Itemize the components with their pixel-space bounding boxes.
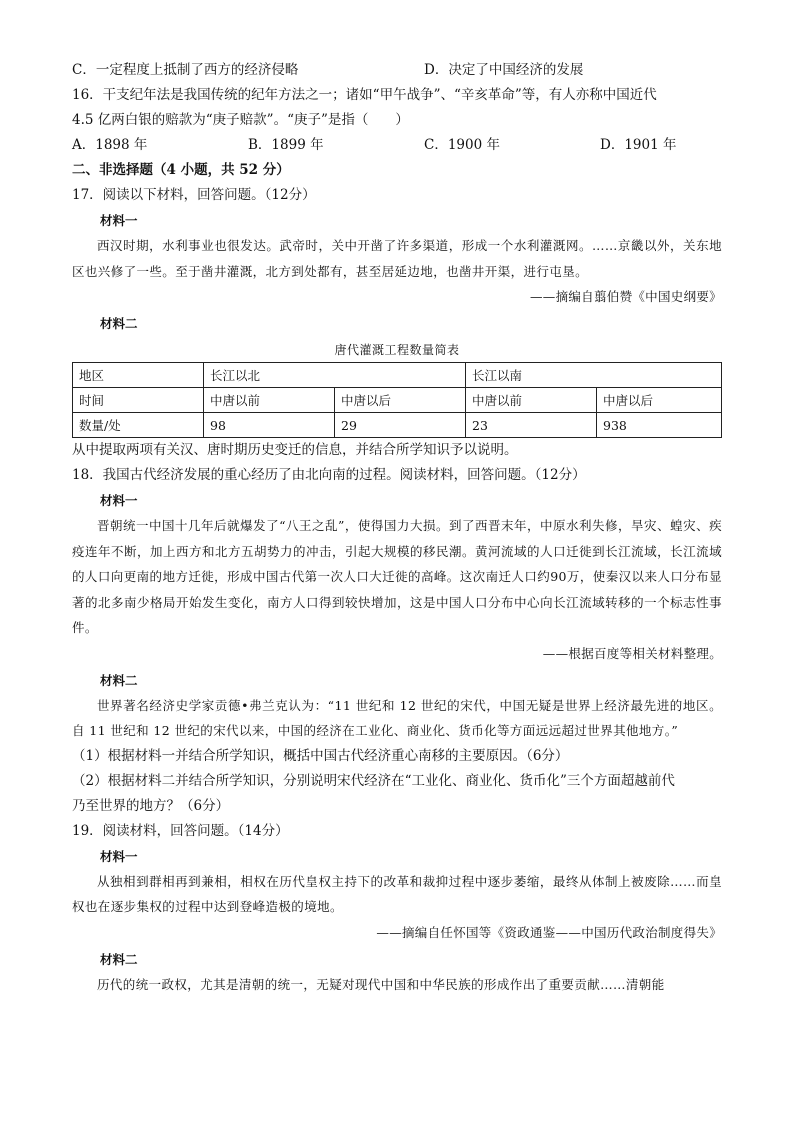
q16-option-c: C．1900 年	[424, 137, 500, 153]
q19-stem: 19．阅读材料，回答问题。（14分）	[72, 822, 289, 839]
table-cell: 数量/处	[73, 413, 204, 438]
table-cell: 长江以北	[204, 363, 466, 388]
table-row	[73, 388, 722, 413]
q16-option-d: D．1901 年	[600, 137, 677, 153]
table-cell: 中唐以前	[466, 388, 597, 413]
table-cell: 时间	[73, 388, 204, 413]
q16-option-a: A．1898 年	[72, 137, 148, 153]
q18-subquestion-2-line2: 乃至世界的地方？（6分）	[72, 797, 230, 814]
q19-material1-text: 从独相到群相再到兼相，相权在历代皇权主持下的改革和裁抑过程中逐步萎缩，最终从体制上被废除……而皇权也在逐步集权的过程中达到登峰造极的境地。	[72, 873, 722, 914]
table-cell: 地区	[73, 363, 204, 388]
q17-material2-label: 材料二	[100, 316, 138, 331]
q18-material2-label: 材料二	[100, 672, 138, 688]
q15-option-c: C．一定程度上抵制了西方的经济侵略	[72, 62, 299, 78]
table-cell: 29	[335, 413, 466, 438]
table-cell: 中唐以后	[335, 388, 466, 413]
q18-material2-text: 世界著名经济史学家贡德•弗兰克认为：“11 世纪和 12 世纪的宋代，中国无疑是世界上经济最先进的地区。自 11 世纪和 12 世纪的宋代以来，中国的经济在工业化、商业化、货币化等方面远远超过世界其他地方。”	[72, 697, 722, 738]
q18-subquestion-1: （1）根据材料一并结合所学知识，概括中国古代经济重心南移的主要原因。（6分）	[72, 747, 569, 764]
q15-option-d: D．决定了中国经济的发展	[424, 62, 584, 78]
table-cell: 中唐以前	[204, 388, 335, 413]
q18-subquestion-2-line1: （2）根据材料二并结合所学知识，分别说明宋代经济在“工业化、商业化、货币化”三个方面超越前代	[72, 772, 675, 789]
exam-page	[72, 58, 722, 997]
table-caption: 唐代灌溉工程数量简表	[334, 343, 460, 357]
table-cell: 23	[466, 413, 597, 438]
q16-stem-line1: 16．干支纪年法是我国传统的纪年方法之一；诸如“甲午战争”、“辛亥革命”等，有人亦称中国近代	[72, 87, 657, 103]
q18-material1-source: ——根据百度等相关材料整理。	[542, 645, 722, 661]
table-cell: 长江以南	[466, 363, 722, 388]
q16-stem-line2: 4.5 亿两白银的赔款为“庚子赔款”。“庚子”是指（ ）	[72, 112, 409, 128]
irrigation-table	[72, 362, 722, 438]
table-row	[73, 363, 722, 388]
table-cell: 中唐以后	[597, 388, 722, 413]
q18-material1-label: 材料一	[100, 493, 138, 508]
q19-material2-label: 材料二	[100, 951, 138, 967]
q19-material1-source: ——摘编自任怀国等《资政通鉴——中国历代政治制度得失》	[376, 924, 722, 940]
q18-stem: 18．我国古代经济发展的重心经历了由北向南的过程。阅读材料，回答问题。（12分）	[72, 467, 586, 483]
table-cell: 938	[597, 413, 722, 438]
q17-material1-text: 西汉时期，水利事业也很发达。武帝时，关中开凿了许多渠道，形成一个水利灌溉网。……京畿以外，关东地区也兴修了一些。至于凿井灌溉，北方到处都有，甚至居延边地，也凿井开渠，进行屯垦。	[72, 238, 722, 279]
q17-material1-source: ——摘编自翦伯赞《中国史纲要》	[529, 289, 722, 304]
q18-material1-text: 晋朝统一中国十几年后就爆发了“八王之乱”，使得国力大损。到了西晋末年，中原水利失修，旱灾、蝗灾、疾疫连年不断，加上西方和北方五胡势力的冲击，引起大规模的移民潮。黄河流域的人口迁徙到长江流域，长江流域的人口向更南的地方迁徙，形成中国古代第一次人口大迁徙的高峰。这次南迁人口约90万，使秦汉以来人口分布显著的北多南少格局开始发生变化，南方人口得到较快增加，这是中国人口分布中心向长江流域转移的一个标志性事件。	[72, 518, 722, 635]
q16-options	[72, 133, 722, 158]
q15-options	[72, 58, 722, 83]
q17-material1-label: 材料一	[100, 213, 138, 228]
section-heading: 二、非选择题（4 小题，共 52 分）	[72, 162, 290, 178]
table-row	[73, 413, 722, 438]
q19-material1-label: 材料一	[100, 848, 138, 864]
q19-material2-text: 历代的统一政权，尤其是清朝的统一，无疑对现代中国和中华民族的形成作出了重要贡献……清朝能	[97, 976, 665, 992]
q17-question: 从中提取两项有关汉、唐时期历史变迁的信息，并结合所学知识予以说明。	[72, 442, 518, 458]
q17-stem: 17．阅读以下材料，回答问题。（12分）	[72, 187, 316, 203]
q16-option-b: B．1899 年	[248, 137, 324, 153]
table-cell: 98	[204, 413, 335, 438]
